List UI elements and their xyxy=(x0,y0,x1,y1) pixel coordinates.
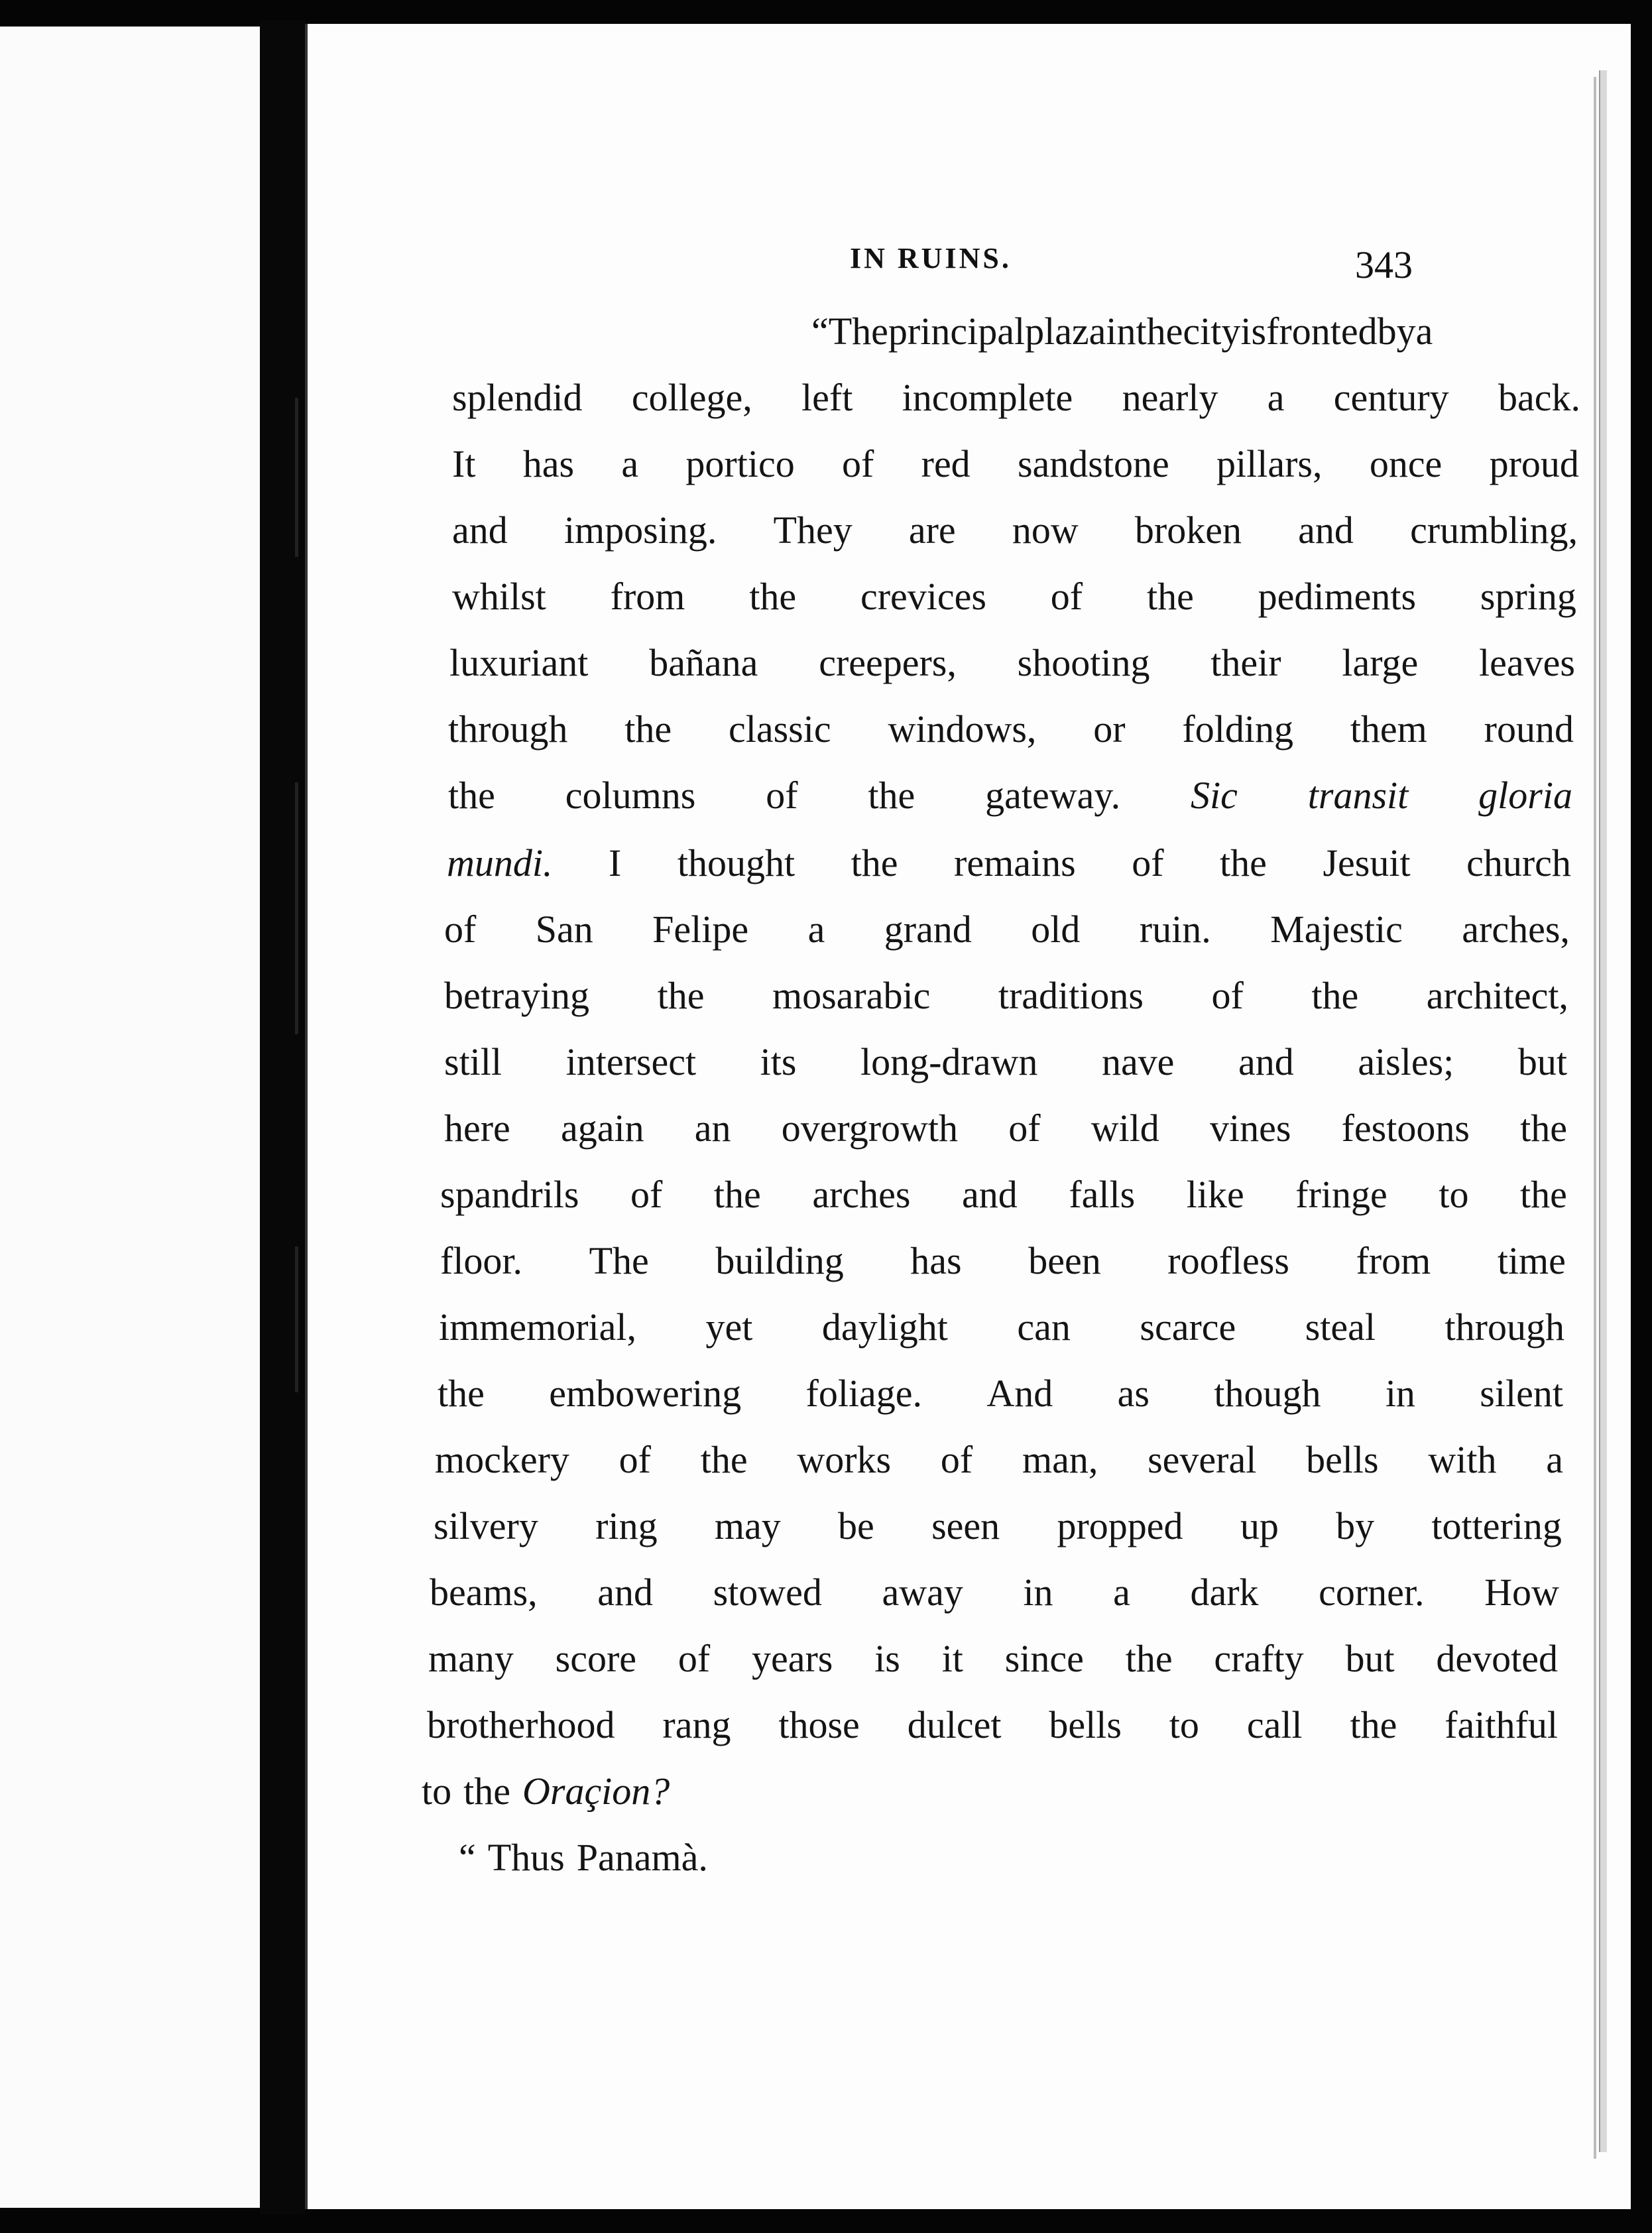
word: San xyxy=(535,908,593,951)
word: thought xyxy=(677,841,796,884)
word: from xyxy=(1356,1239,1431,1282)
word: columns xyxy=(565,774,696,817)
word: once xyxy=(1369,442,1443,485)
word: still xyxy=(444,1040,502,1083)
word: a xyxy=(1415,310,1433,353)
word: but xyxy=(1345,1637,1395,1680)
word: of xyxy=(678,1637,711,1680)
word: with xyxy=(1428,1438,1497,1481)
word: the xyxy=(438,1372,485,1415)
word: red xyxy=(921,442,971,485)
word: like xyxy=(1186,1173,1244,1216)
word: festoons xyxy=(1341,1107,1470,1150)
word: and xyxy=(597,1571,653,1614)
word: classic xyxy=(728,707,831,751)
body-text-line xyxy=(428,1636,1558,1681)
body-text-line xyxy=(444,1040,1567,1084)
word: the xyxy=(1125,1637,1173,1680)
word: works xyxy=(797,1438,892,1481)
word: is xyxy=(874,1637,900,1680)
word: steal xyxy=(1305,1305,1376,1349)
word: pillars, xyxy=(1216,442,1323,485)
word: pediments xyxy=(1258,575,1417,618)
word: fringe xyxy=(1295,1173,1387,1216)
word: may xyxy=(714,1504,781,1547)
word: immemorial, xyxy=(439,1305,636,1349)
word: and xyxy=(452,509,508,552)
word: “ xyxy=(811,310,829,353)
word: creepers, xyxy=(819,641,957,684)
word: their xyxy=(1210,641,1281,684)
word: proud xyxy=(1489,442,1579,485)
word: imposing. xyxy=(563,509,717,552)
word: of xyxy=(1211,974,1244,1017)
word: silent xyxy=(1480,1372,1563,1415)
word: dark xyxy=(1190,1571,1259,1614)
word: city xyxy=(1183,310,1241,353)
word: up xyxy=(1240,1504,1279,1547)
word: long-drawn xyxy=(860,1040,1038,1083)
word: again xyxy=(560,1107,644,1150)
word: Oraçion? xyxy=(522,1770,670,1813)
word: “ xyxy=(459,1836,476,1879)
word: the xyxy=(868,774,915,817)
word: mosarabic xyxy=(772,974,931,1017)
word: crumbling, xyxy=(1410,509,1578,552)
word: architect, xyxy=(1426,974,1568,1017)
word: falls xyxy=(1069,1173,1136,1216)
word: but xyxy=(1517,1040,1567,1083)
body-text-line xyxy=(452,442,1579,486)
body-text-line xyxy=(448,773,1572,817)
body-text-line xyxy=(452,375,1580,420)
body-text-line xyxy=(422,1769,681,1813)
word: the xyxy=(1350,1703,1397,1746)
word: here xyxy=(444,1107,510,1150)
word: large xyxy=(1342,641,1419,684)
word: remains xyxy=(954,841,1076,884)
gutter-mark xyxy=(295,782,298,1034)
body-text-line xyxy=(459,1835,720,1880)
word: the xyxy=(1520,1107,1567,1150)
word: plaza xyxy=(1025,310,1106,353)
running-head: IN RUINS. xyxy=(850,242,1012,274)
word: nearly xyxy=(1122,376,1218,419)
word: the xyxy=(1311,974,1359,1017)
page-edge xyxy=(1599,70,1607,2152)
word: building xyxy=(715,1239,844,1282)
word: to xyxy=(422,1770,452,1813)
word: Jesuit xyxy=(1323,841,1411,884)
word: to xyxy=(1439,1173,1469,1216)
word: score xyxy=(555,1637,637,1680)
book-gutter xyxy=(260,20,305,2214)
body-text-line xyxy=(438,1371,1563,1416)
body-text-line xyxy=(452,574,1576,619)
word: fronted xyxy=(1266,310,1378,353)
body-text-line xyxy=(434,1504,1562,1548)
word: wild xyxy=(1091,1107,1159,1150)
word: now xyxy=(1012,509,1079,552)
word: left xyxy=(801,376,853,419)
word: them xyxy=(1350,707,1427,751)
word: brotherhood xyxy=(427,1703,615,1746)
word: luxuriant xyxy=(449,641,589,684)
word: foliage. xyxy=(805,1372,923,1415)
word: splendid xyxy=(452,376,583,419)
word: many xyxy=(428,1637,514,1680)
word: arches xyxy=(812,1173,911,1216)
word: portico xyxy=(685,442,795,485)
word: roofless xyxy=(1167,1239,1289,1282)
word: broken xyxy=(1134,509,1242,552)
word: Sic xyxy=(1191,774,1238,817)
word: and xyxy=(1238,1040,1294,1083)
word: has xyxy=(522,442,575,485)
word: daylight xyxy=(821,1305,948,1349)
word: or xyxy=(1093,707,1126,751)
word: the xyxy=(1220,841,1267,884)
body-text-line xyxy=(440,1238,1566,1283)
word: traditions xyxy=(998,974,1144,1017)
word: in xyxy=(1023,1571,1053,1614)
word: of xyxy=(1008,1107,1041,1150)
gutter-mark xyxy=(295,1246,298,1392)
word: call xyxy=(1246,1703,1303,1746)
word: as xyxy=(1117,1372,1150,1415)
word: rang xyxy=(662,1703,731,1746)
word: of xyxy=(1132,841,1164,884)
word: through xyxy=(448,707,568,751)
word: windows, xyxy=(888,707,1037,751)
word: transit xyxy=(1307,774,1409,817)
word: the xyxy=(463,1770,510,1813)
word: old xyxy=(1031,908,1081,951)
word: It xyxy=(452,442,476,485)
word: ruin. xyxy=(1139,908,1211,951)
word: folding xyxy=(1182,707,1293,751)
word: it xyxy=(941,1637,963,1680)
word: the xyxy=(713,1173,761,1216)
word: The xyxy=(589,1239,649,1282)
word: by xyxy=(1377,310,1416,353)
word: of xyxy=(444,908,477,951)
word: a xyxy=(1113,1571,1130,1614)
word: embowering xyxy=(549,1372,742,1415)
word: can xyxy=(1017,1305,1071,1349)
word: silvery xyxy=(434,1504,538,1547)
word: the xyxy=(448,774,495,817)
word: has xyxy=(910,1239,962,1282)
word: to xyxy=(1169,1703,1199,1746)
word: How xyxy=(1484,1571,1559,1614)
word: from xyxy=(610,575,685,618)
word: yet xyxy=(705,1305,753,1349)
body-text-line xyxy=(439,1305,1564,1349)
right-page xyxy=(305,24,1631,2209)
word: incomplete xyxy=(902,376,1073,419)
word: floor. xyxy=(440,1239,523,1282)
word: the xyxy=(624,707,672,751)
word: Thus xyxy=(487,1836,565,1879)
word: ring xyxy=(595,1504,658,1547)
word: away xyxy=(882,1571,963,1614)
word: the xyxy=(700,1438,748,1481)
word: and xyxy=(962,1173,1018,1216)
word: beams, xyxy=(430,1571,538,1614)
word: of xyxy=(842,442,874,485)
body-text-line xyxy=(435,1437,1563,1482)
word: scarce xyxy=(1140,1305,1236,1349)
page-edge xyxy=(1594,77,1596,2159)
word: its xyxy=(760,1040,797,1083)
word: time xyxy=(1497,1239,1566,1282)
word: years xyxy=(752,1637,833,1680)
word: vines xyxy=(1209,1107,1291,1150)
word: They xyxy=(773,509,853,552)
word: whilst xyxy=(452,575,546,618)
word: betraying xyxy=(444,974,590,1017)
word: And xyxy=(986,1372,1053,1415)
word: spandrils xyxy=(440,1173,579,1216)
word: leaves xyxy=(1479,641,1575,684)
word: the xyxy=(749,575,797,618)
word: propped xyxy=(1057,1504,1183,1547)
body-text-line xyxy=(444,907,1570,951)
word: a xyxy=(621,442,639,485)
word: bells xyxy=(1306,1438,1379,1481)
word: gateway. xyxy=(985,774,1121,817)
word: tottering xyxy=(1431,1504,1562,1547)
body-text-line xyxy=(447,841,1571,885)
word: corner. xyxy=(1319,1571,1425,1614)
word: of xyxy=(630,1173,663,1216)
word: by xyxy=(1336,1504,1375,1547)
body-text-line xyxy=(452,508,1578,552)
word: of xyxy=(940,1438,973,1481)
word: round xyxy=(1484,707,1574,751)
word: several xyxy=(1148,1438,1257,1481)
word: crevices xyxy=(860,575,986,618)
word: arches, xyxy=(1462,908,1570,951)
word: I xyxy=(609,841,622,884)
left-page xyxy=(0,27,264,2208)
word: in xyxy=(1106,310,1136,353)
word: been xyxy=(1028,1239,1101,1282)
word: of xyxy=(619,1438,651,1481)
word: college, xyxy=(631,376,752,419)
word: The xyxy=(828,310,888,353)
word: grand xyxy=(884,908,972,951)
word: the xyxy=(1520,1173,1567,1216)
word: in xyxy=(1385,1372,1415,1415)
word: century xyxy=(1333,376,1449,419)
word: shooting xyxy=(1017,641,1150,684)
body-text-line xyxy=(444,973,1568,1018)
word: seen xyxy=(931,1504,1000,1547)
word: the xyxy=(851,841,898,884)
word: the xyxy=(657,974,705,1017)
word: intersect xyxy=(565,1040,697,1083)
page-number: 343 xyxy=(1355,243,1413,286)
word: of xyxy=(1050,575,1083,618)
body-text-line xyxy=(448,707,1574,751)
word: stowed xyxy=(713,1571,822,1614)
word: a xyxy=(807,908,825,951)
word: overgrowth xyxy=(781,1107,959,1150)
body-text-line xyxy=(811,309,1433,353)
word: church xyxy=(1466,841,1571,884)
body-text-line xyxy=(430,1570,1559,1614)
word: a xyxy=(1546,1438,1563,1481)
word: and xyxy=(1298,509,1354,552)
word: crafty xyxy=(1214,1637,1304,1680)
word: mockery xyxy=(435,1438,569,1481)
word: Panamà. xyxy=(576,1836,708,1879)
word: back. xyxy=(1498,376,1580,419)
word: aisles; xyxy=(1358,1040,1454,1083)
word: through xyxy=(1445,1305,1564,1349)
word: gloria xyxy=(1478,774,1572,817)
word: though xyxy=(1214,1372,1321,1415)
word: since xyxy=(1004,1637,1084,1680)
body-text-line xyxy=(444,1106,1567,1150)
word: nave xyxy=(1101,1040,1175,1083)
word: devoted xyxy=(1436,1637,1558,1680)
word: is xyxy=(1240,310,1267,353)
word: a xyxy=(1267,376,1285,419)
word: an xyxy=(694,1107,731,1150)
word: sandstone xyxy=(1017,442,1169,485)
word: dulcet xyxy=(907,1703,1002,1746)
body-text-line xyxy=(440,1172,1567,1217)
word: Felipe xyxy=(652,908,749,951)
word: principal xyxy=(888,310,1026,353)
word: man, xyxy=(1022,1438,1098,1481)
word: are xyxy=(908,509,956,552)
word: be xyxy=(838,1504,874,1547)
word: faithful xyxy=(1445,1703,1558,1746)
word: spring xyxy=(1480,575,1576,618)
body-text-line xyxy=(427,1703,1558,1747)
gutter-mark xyxy=(295,398,298,557)
word: mundi. xyxy=(447,841,553,884)
word: bañana xyxy=(649,641,758,684)
word: Majestic xyxy=(1270,908,1403,951)
word: of xyxy=(766,774,798,817)
word: those xyxy=(778,1703,860,1746)
word: bells xyxy=(1049,1703,1122,1746)
body-text-line xyxy=(449,640,1575,685)
word: the xyxy=(1136,310,1183,353)
word: the xyxy=(1146,575,1194,618)
